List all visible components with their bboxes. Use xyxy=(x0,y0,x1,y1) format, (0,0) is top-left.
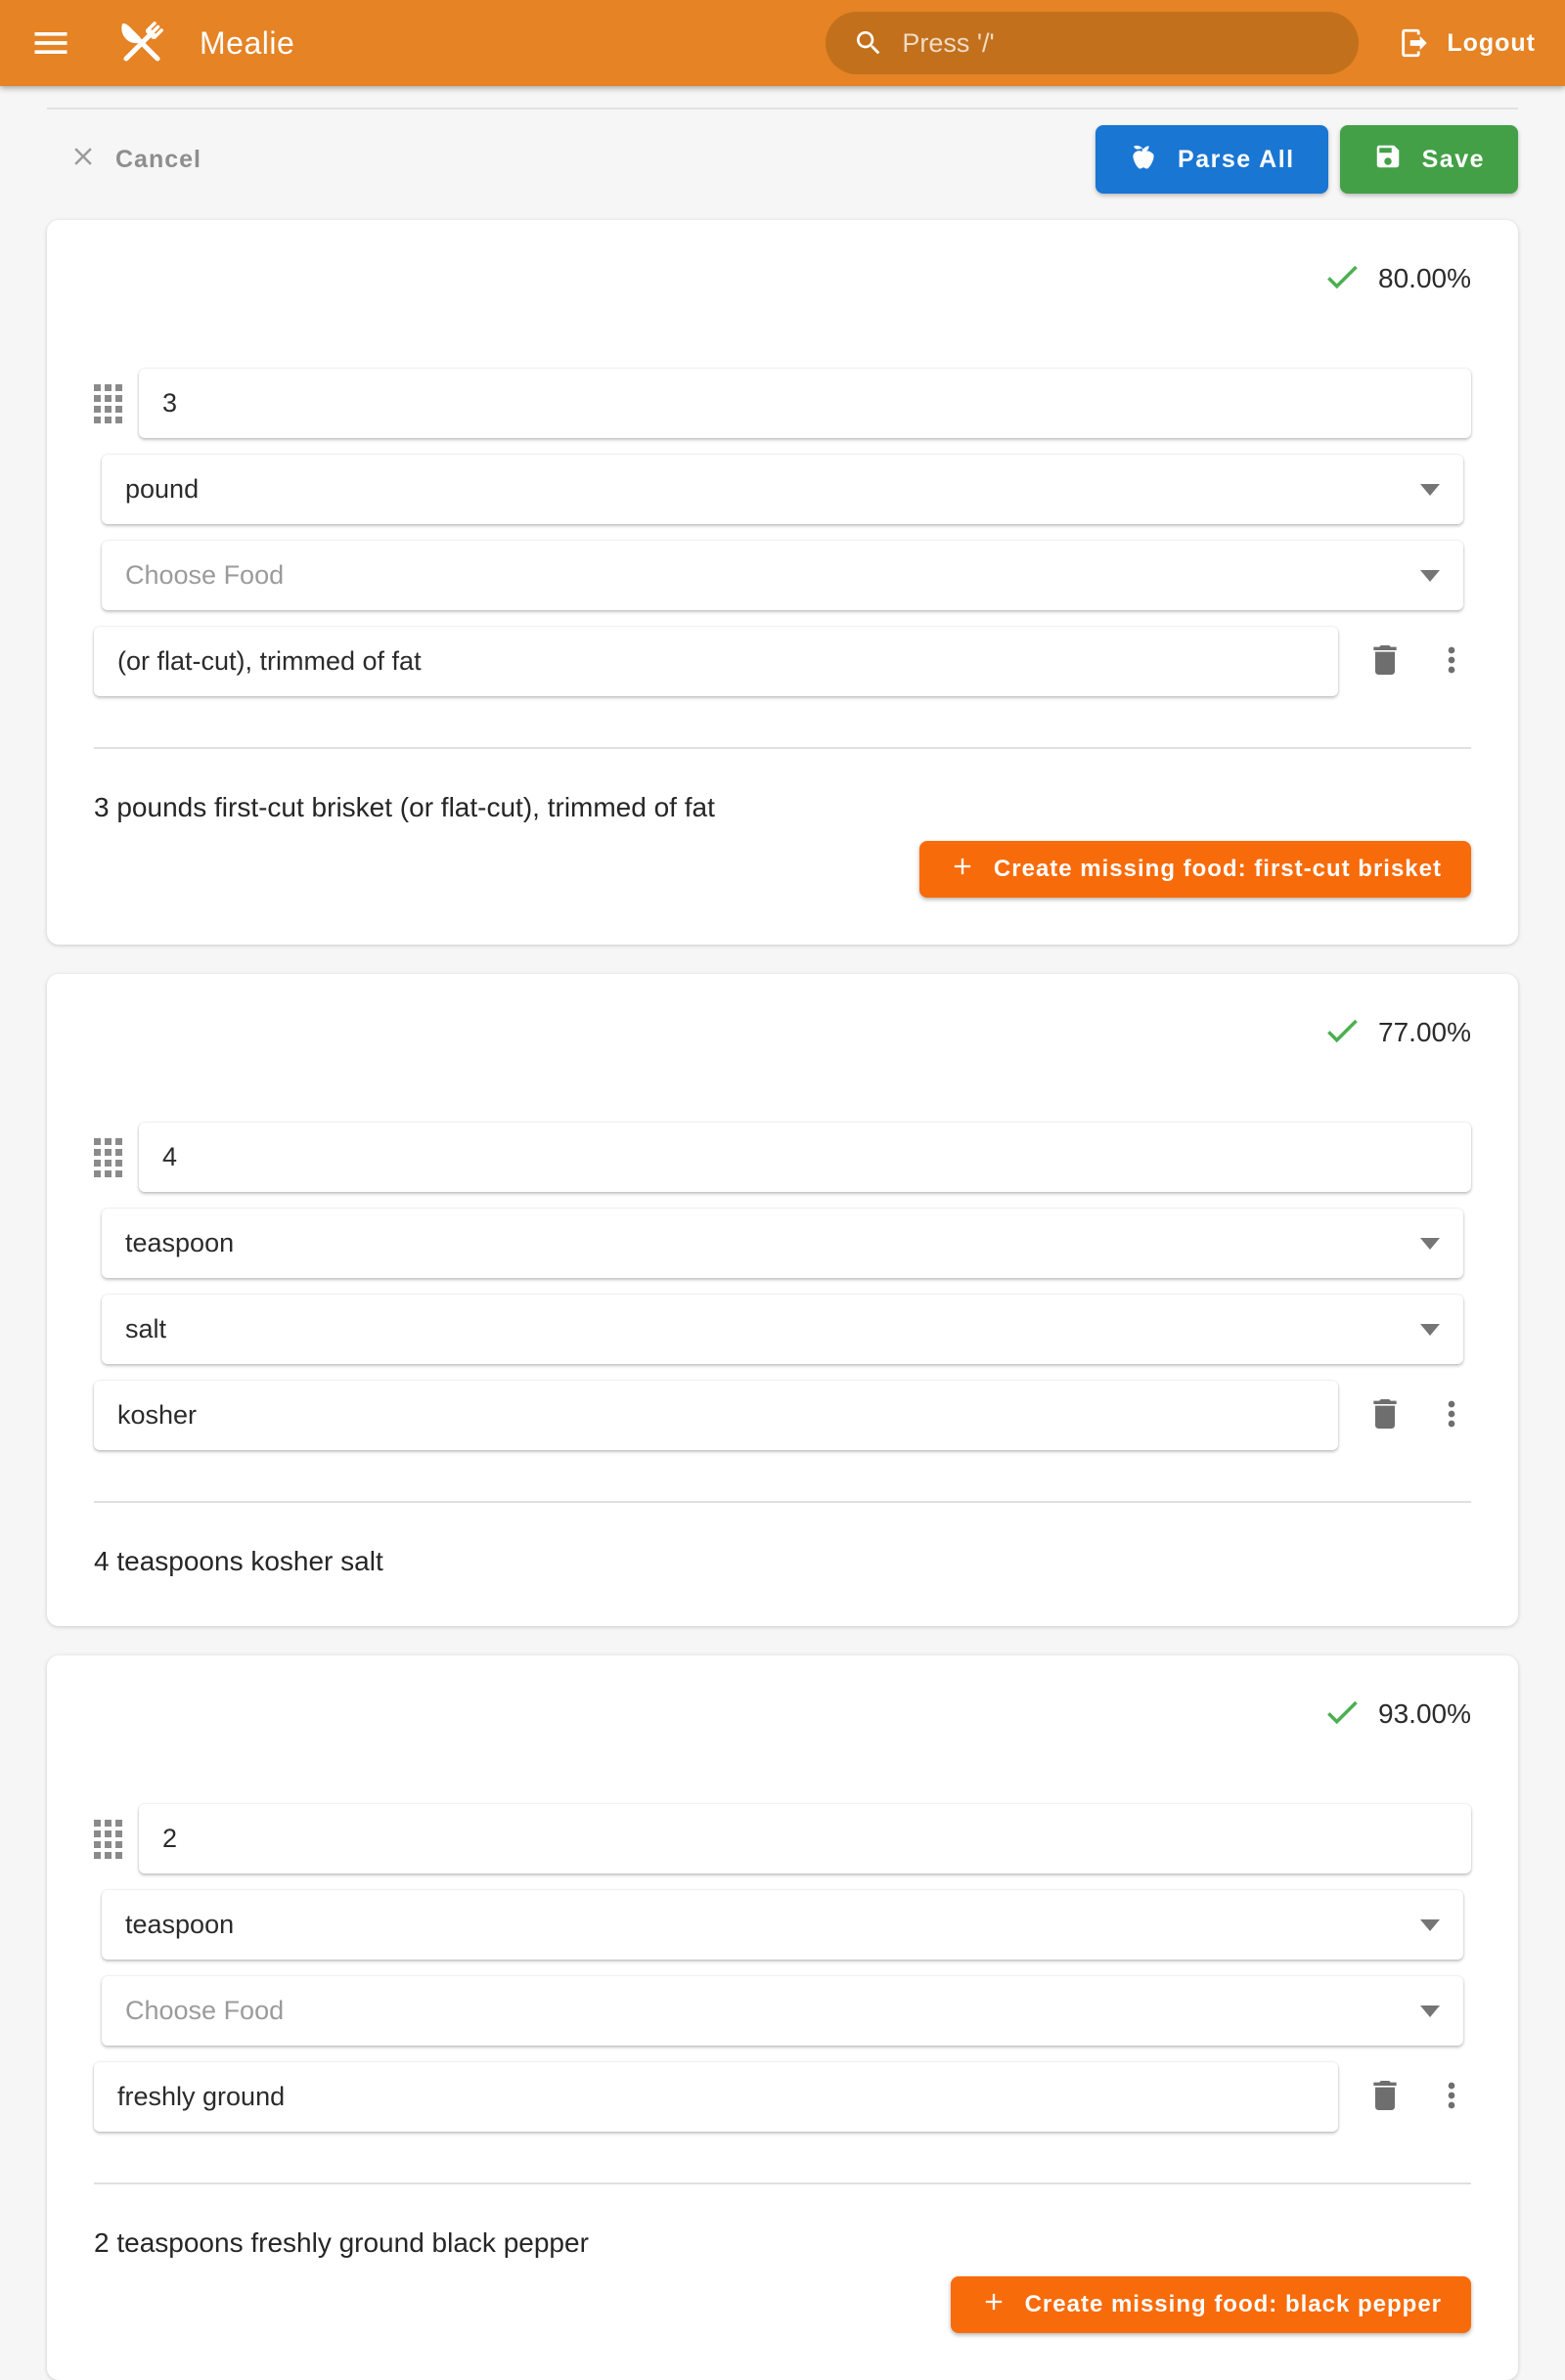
confidence-badge xyxy=(94,1695,1471,1734)
create-missing-food-button[interactable] xyxy=(951,2276,1471,2333)
create-missing-food-button[interactable] xyxy=(919,841,1471,898)
quantity-field xyxy=(139,369,1471,438)
ingredient-card xyxy=(47,974,1518,1626)
plus-icon xyxy=(949,853,976,887)
unit-select[interactable] xyxy=(102,455,1463,524)
food-row xyxy=(102,1295,1463,1364)
unit-row xyxy=(102,1209,1463,1278)
missing-food-row xyxy=(94,2276,1471,2333)
confidence-value: 93.00% xyxy=(1378,1698,1471,1729)
logout-icon xyxy=(1398,26,1431,60)
food-select-value: Choose Food xyxy=(125,1996,285,2025)
unit-select[interactable] xyxy=(102,1209,1463,1278)
note-field xyxy=(94,627,1338,696)
divider xyxy=(94,747,1471,749)
delete-button[interactable] xyxy=(1365,1394,1405,1436)
menu-button[interactable] xyxy=(29,22,72,65)
note-input[interactable] xyxy=(94,646,1338,677)
more-options-button[interactable] xyxy=(1432,2076,1471,2118)
quantity-field xyxy=(139,1804,1471,1873)
note-row xyxy=(94,1381,1471,1450)
more-options-button[interactable] xyxy=(1432,640,1471,683)
note-field xyxy=(94,2062,1338,2132)
drag-handle-icon[interactable] xyxy=(94,384,122,423)
kebab-icon xyxy=(1432,640,1471,683)
chevron-down-icon xyxy=(1420,2005,1440,2017)
unit-select-value: pound xyxy=(125,474,200,504)
create-missing-food-label: Create missing food: black pepper xyxy=(1024,2291,1442,2317)
check-icon xyxy=(1321,1692,1363,1738)
chevron-down-icon xyxy=(1420,1324,1440,1336)
confidence-badge xyxy=(94,1013,1471,1052)
save-label: Save xyxy=(1421,145,1485,173)
food-select-value: Choose Food xyxy=(125,560,285,590)
plus-icon xyxy=(980,2288,1007,2322)
chevron-down-icon xyxy=(1420,1919,1440,1931)
drag-handle-icon[interactable] xyxy=(94,1820,122,1859)
create-missing-food-label: Create missing food: first-cut brisket xyxy=(993,856,1442,882)
food-select[interactable] xyxy=(102,1295,1463,1364)
quantity-field xyxy=(139,1123,1471,1192)
note-input[interactable] xyxy=(94,2082,1338,2112)
check-icon xyxy=(1321,1010,1363,1056)
ingredient-card xyxy=(47,220,1518,945)
unit-select-value: teaspoon xyxy=(125,1910,235,1939)
unit-select[interactable] xyxy=(102,1890,1463,1960)
original-ingredient-text: 3 pounds first-cut brisket (or flat-cut), trimmed of fat xyxy=(94,792,715,822)
toolbar-actions xyxy=(1096,125,1518,194)
confidence-badge xyxy=(94,259,1471,298)
unit-row xyxy=(102,1890,1463,1960)
more-options-button[interactable] xyxy=(1432,1394,1471,1436)
food-select-value: salt xyxy=(125,1314,167,1344)
mealie-logo-icon xyxy=(112,13,172,73)
kebab-icon xyxy=(1432,1394,1471,1436)
floppy-save-icon xyxy=(1373,142,1403,178)
note-row xyxy=(94,2062,1471,2132)
parse-all-label: Parse All xyxy=(1178,145,1295,173)
save-button[interactable] xyxy=(1340,125,1518,194)
food-row xyxy=(102,1976,1463,2046)
original-ingredient-text: 4 teaspoons kosher salt xyxy=(94,1546,383,1576)
kebab-icon xyxy=(1432,2076,1471,2118)
original-ingredient-text: 2 teaspoons freshly ground black pepper xyxy=(94,2227,589,2258)
unit-select-value: teaspoon xyxy=(125,1228,235,1257)
ingredient-card-list xyxy=(0,220,1565,2380)
app-title: Mealie xyxy=(200,24,295,61)
app-header xyxy=(0,0,1565,86)
quantity-input[interactable] xyxy=(139,1142,1471,1172)
quantity-row xyxy=(94,1804,1471,1873)
quantity-input[interactable] xyxy=(139,1824,1471,1854)
drag-handle-icon[interactable] xyxy=(94,1138,122,1177)
parse-all-button[interactable] xyxy=(1096,125,1328,194)
logout-label: Logout xyxy=(1447,28,1536,57)
trash-icon xyxy=(1365,640,1405,683)
search-input[interactable] xyxy=(902,28,1331,59)
editor-toolbar xyxy=(47,108,1518,194)
chevron-down-icon xyxy=(1420,570,1440,582)
quantity-input[interactable] xyxy=(139,388,1471,419)
ingredient-card xyxy=(47,1655,1518,2380)
note-input[interactable] xyxy=(94,1400,1338,1431)
close-icon xyxy=(68,142,98,178)
apple-icon xyxy=(1129,142,1158,178)
trash-icon xyxy=(1365,1394,1405,1436)
search-bar[interactable] xyxy=(826,12,1359,74)
unit-row xyxy=(102,455,1463,524)
quantity-row xyxy=(94,1123,1471,1192)
chevron-down-icon xyxy=(1420,1238,1440,1250)
note-row xyxy=(94,627,1471,696)
food-row xyxy=(102,541,1463,610)
cancel-button[interactable] xyxy=(68,142,201,178)
chevron-down-icon xyxy=(1420,484,1440,496)
confidence-value: 77.00% xyxy=(1378,1017,1471,1047)
delete-button[interactable] xyxy=(1365,2076,1405,2118)
confidence-value: 80.00% xyxy=(1378,263,1471,293)
food-select[interactable] xyxy=(102,541,1463,610)
note-field xyxy=(94,1381,1338,1450)
logout-button[interactable] xyxy=(1398,26,1536,60)
hamburger-icon xyxy=(29,22,72,65)
divider xyxy=(94,1501,1471,1503)
trash-icon xyxy=(1365,2076,1405,2118)
search-icon xyxy=(853,27,884,59)
quantity-row xyxy=(94,369,1471,438)
food-select[interactable] xyxy=(102,1976,1463,2046)
delete-button[interactable] xyxy=(1365,640,1405,683)
check-icon xyxy=(1321,256,1363,302)
cancel-label: Cancel xyxy=(115,145,201,173)
divider xyxy=(94,2182,1471,2184)
missing-food-row xyxy=(94,841,1471,898)
